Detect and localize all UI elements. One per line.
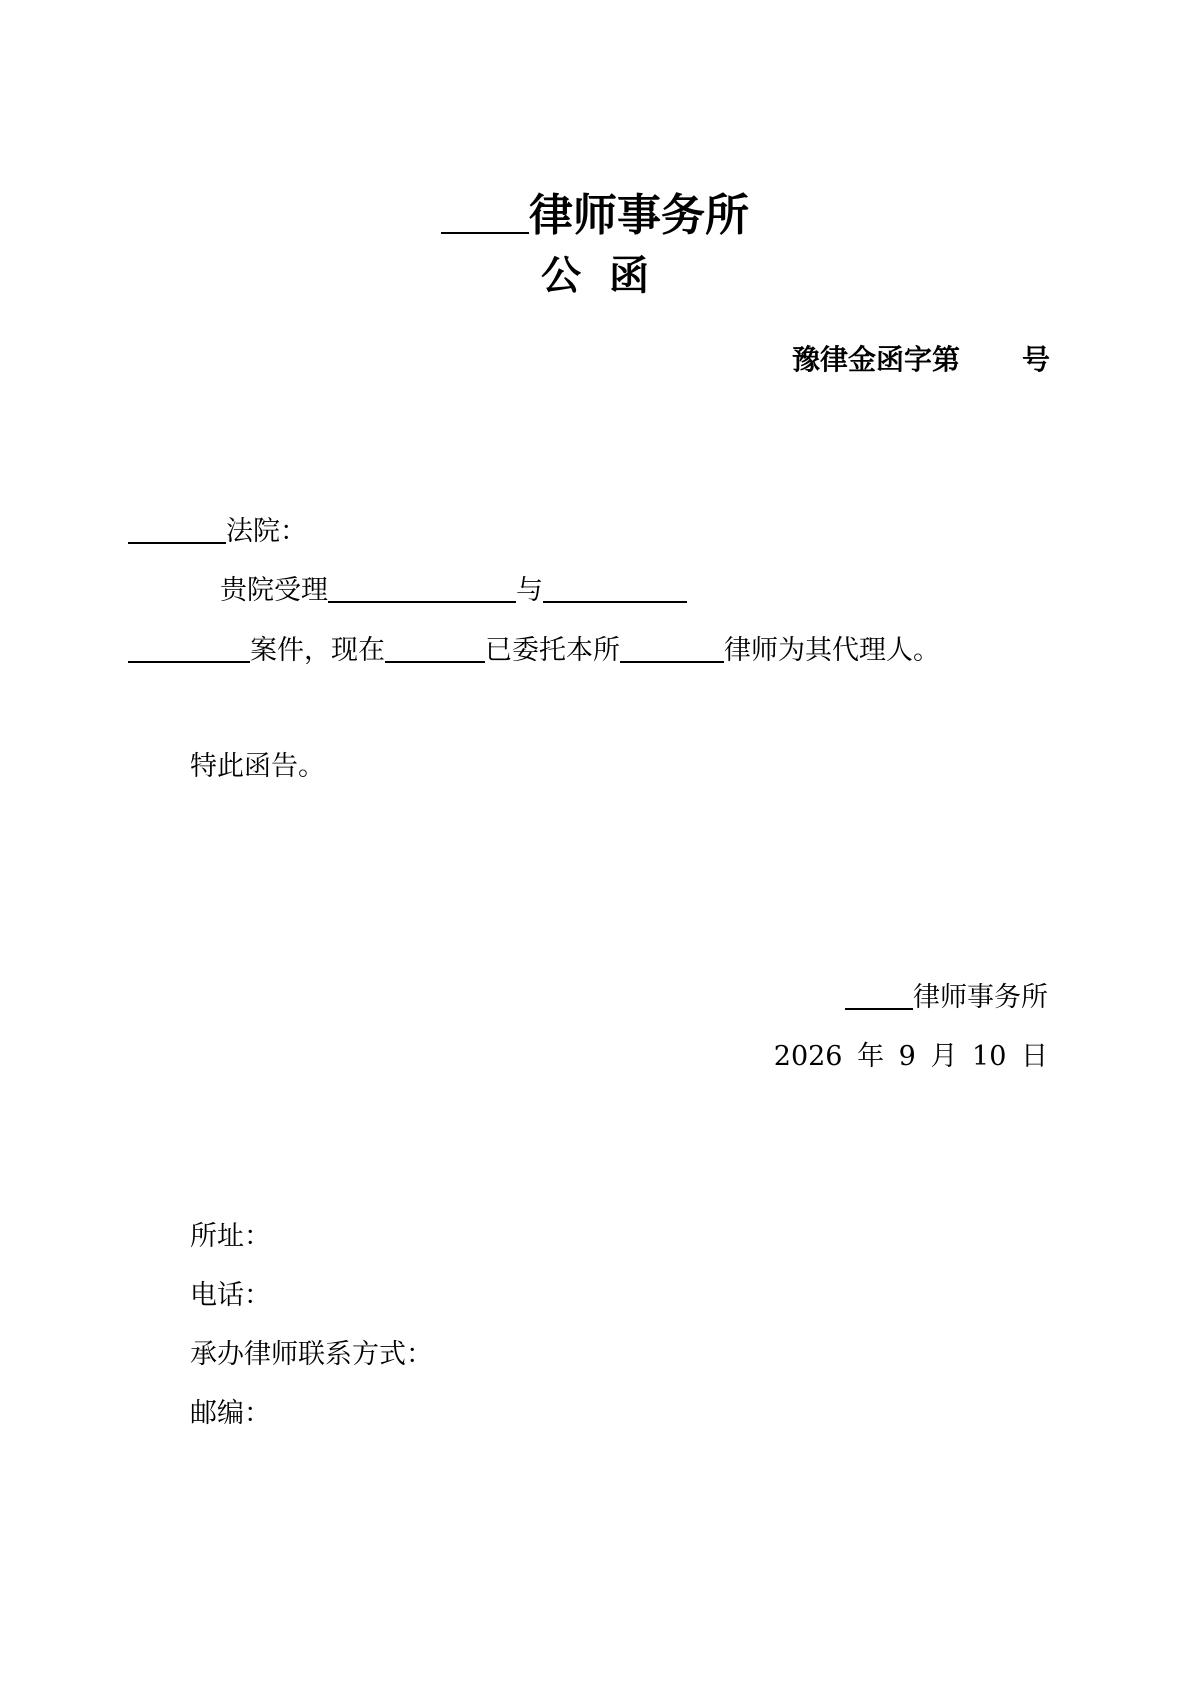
- date-month-unit: 月: [930, 1041, 958, 1072]
- line2-b: 已委托本所: [485, 635, 620, 666]
- signature-firm-name: 律师事务所: [913, 982, 1048, 1013]
- line2-c: 律师为其代理人。: [724, 635, 940, 666]
- signature-firm: [845, 978, 1048, 1018]
- defendant-blank: [543, 600, 687, 603]
- signature-date: [774, 1037, 1048, 1077]
- client-blank: [385, 660, 485, 663]
- reference-suffix: 号: [1021, 343, 1050, 376]
- document-title: [0, 186, 1190, 246]
- court-name-blank: [128, 541, 226, 544]
- postcode-label: 邮编：: [190, 1398, 271, 1429]
- date-year-unit: 年: [857, 1041, 885, 1072]
- date-month: 9: [898, 1041, 916, 1072]
- court-line: [128, 512, 307, 552]
- line2-a: 案件，现在: [250, 635, 385, 666]
- closing-line: 特此函告。: [190, 751, 325, 782]
- date-year: 2026: [773, 1041, 843, 1072]
- date-day-unit: 日: [1021, 1041, 1048, 1072]
- line1-prefix: 贵院受理: [220, 575, 328, 606]
- address-label: 所址：: [190, 1221, 271, 1252]
- body-line-2: [128, 631, 940, 671]
- firm-name-blank: [441, 231, 529, 234]
- firm-name-title: 律师事务所: [529, 190, 749, 241]
- plaintiff-blank: [328, 600, 516, 603]
- lawyer-contact-label: 承办律师联系方式：: [190, 1339, 433, 1370]
- case-blank: [128, 660, 250, 663]
- court-suffix: 法院：: [226, 516, 307, 547]
- reference-prefix: 豫律金函字第: [791, 343, 960, 376]
- date-day: 10: [972, 1041, 1007, 1072]
- signature-firm-blank: [845, 1007, 913, 1010]
- body-line-1: [220, 571, 687, 611]
- lawyer-blank: [620, 660, 724, 663]
- phone-label: 电话：: [190, 1280, 271, 1311]
- reference-number: [792, 340, 1050, 380]
- document-type: 公函: [541, 252, 677, 299]
- line1-mid: 与: [516, 575, 543, 606]
